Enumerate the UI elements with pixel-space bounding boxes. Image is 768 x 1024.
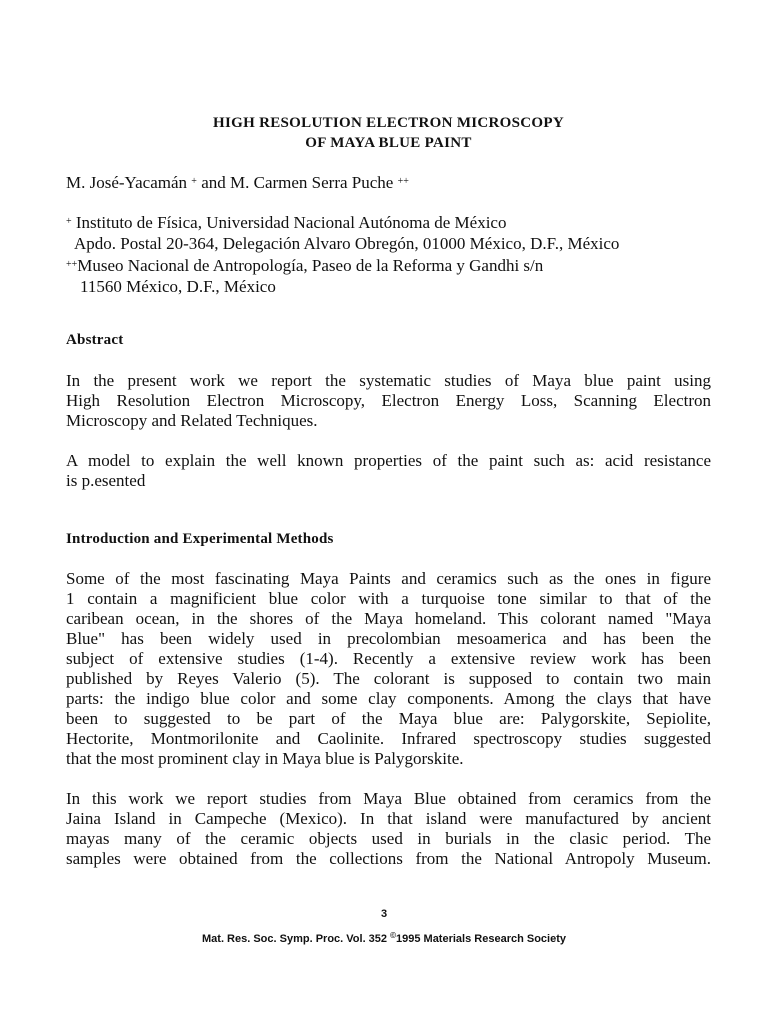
abstract-p1-line: Microscopy and Related Techniques. xyxy=(66,411,318,430)
intro-p2-line: In this work we report studies from Maya Blue obtained from ceramics from the xyxy=(66,789,711,808)
abstract-p1-line: High Resolution Electron Microscopy, Electron Energy Loss, Scanning Electron xyxy=(66,391,711,410)
author-1-mark: + xyxy=(191,176,197,187)
intro-p1-line: parts: the indigo blue color and some clay components. Among the clays that have xyxy=(66,689,711,708)
abstract-p2-line: A model to explain the well known properties of the paint such as: acid resistance xyxy=(66,451,711,470)
affiliation-line-2: Apdo. Postal 20-364, Delegación Alvaro Obregón, 01000 México, D.F., México xyxy=(74,234,620,253)
intro-p1-line: caribean ocean, in the shores of the Maya homeland. This colorant named "Maya xyxy=(66,609,711,628)
author-2: M. Carmen Serra Puche xyxy=(229,173,394,192)
affiliation-line-1: + Instituto de Física, Universidad Nacional Autónoma de México xyxy=(66,213,507,232)
paper-title xyxy=(66,113,711,153)
abstract-p1-line: In the present work we report the systematic studies of Maya blue paint using xyxy=(66,371,711,390)
abstract-paragraph-1 xyxy=(66,371,711,431)
intro-heading: Introduction and Experimental Methods xyxy=(66,531,334,547)
abstract-paragraph-2 xyxy=(66,451,711,491)
affiliation-mark-1: + xyxy=(66,216,72,227)
intro-paragraph-1 xyxy=(66,569,711,769)
author-connector: and xyxy=(201,173,226,192)
author-2-mark: ++ xyxy=(397,176,409,187)
title-line-1: HIGH RESOLUTION ELECTRON MICROSCOPY xyxy=(213,115,564,131)
intro-p1-line: that the most prominent clay in Maya blue is Palygorskite. xyxy=(66,749,464,768)
affiliation-mark-2: ++ xyxy=(66,259,78,270)
intro-p1-line: 1 contain a magnificient blue color with a turquoise tone similar to that of the xyxy=(66,589,711,608)
affiliation-line-4: 11560 México, D.F., México xyxy=(80,277,276,296)
footer-publisher: 1995 Materials Research Society xyxy=(396,933,566,945)
copyright-symbol: © xyxy=(390,931,396,940)
footer-citation xyxy=(0,931,768,945)
intro-p1-line: subject of extensive studies (1-4). Recently a extensive review work has been xyxy=(66,649,711,668)
intro-p2-line: samples were obtained from the collections from the National Antropoly Museum. xyxy=(66,849,711,868)
intro-p2-line: Jaina Island in Campeche (Mexico). In that island were manufactured by ancient xyxy=(66,809,711,828)
title-line-2: OF MAYA BLUE PAINT xyxy=(305,135,472,151)
intro-p1-line: been to suggested to be part of the Maya blue are: Palygorskite, Sepiolite, xyxy=(66,709,711,728)
author-line xyxy=(66,172,409,193)
intro-paragraph-2 xyxy=(66,789,711,869)
intro-p1-line: published by Reyes Valerio (5). The colorant is supposed to contain two main xyxy=(66,669,711,688)
footer-proceedings: Mat. Res. Soc. Symp. Proc. Vol. 352 xyxy=(202,933,388,945)
abstract-p2-line: is p.esented xyxy=(66,471,146,490)
page-number: 3 xyxy=(380,908,388,920)
intro-p1-line: Blue" has been widely used in precolombian mesoamerica and has been the xyxy=(66,629,711,648)
intro-p1-line: Some of the most fascinating Maya Paints and ceramics such as the ones in figure xyxy=(66,569,711,588)
abstract-heading: Abstract xyxy=(66,332,124,348)
intro-p2-line: mayas many of the ceramic objects used in burials in the clasic period. The xyxy=(66,829,711,848)
intro-p1-line: Hectorite, Montmorilonite and Caolinite. Infrared spectroscopy studies suggested xyxy=(66,729,711,748)
affiliations xyxy=(66,211,619,297)
author-1: M. José-Yacamán xyxy=(66,173,188,192)
affiliation-line-3: ++Museo Nacional de Antropología, Paseo de la Reforma y Gandhi s/n xyxy=(66,256,544,275)
